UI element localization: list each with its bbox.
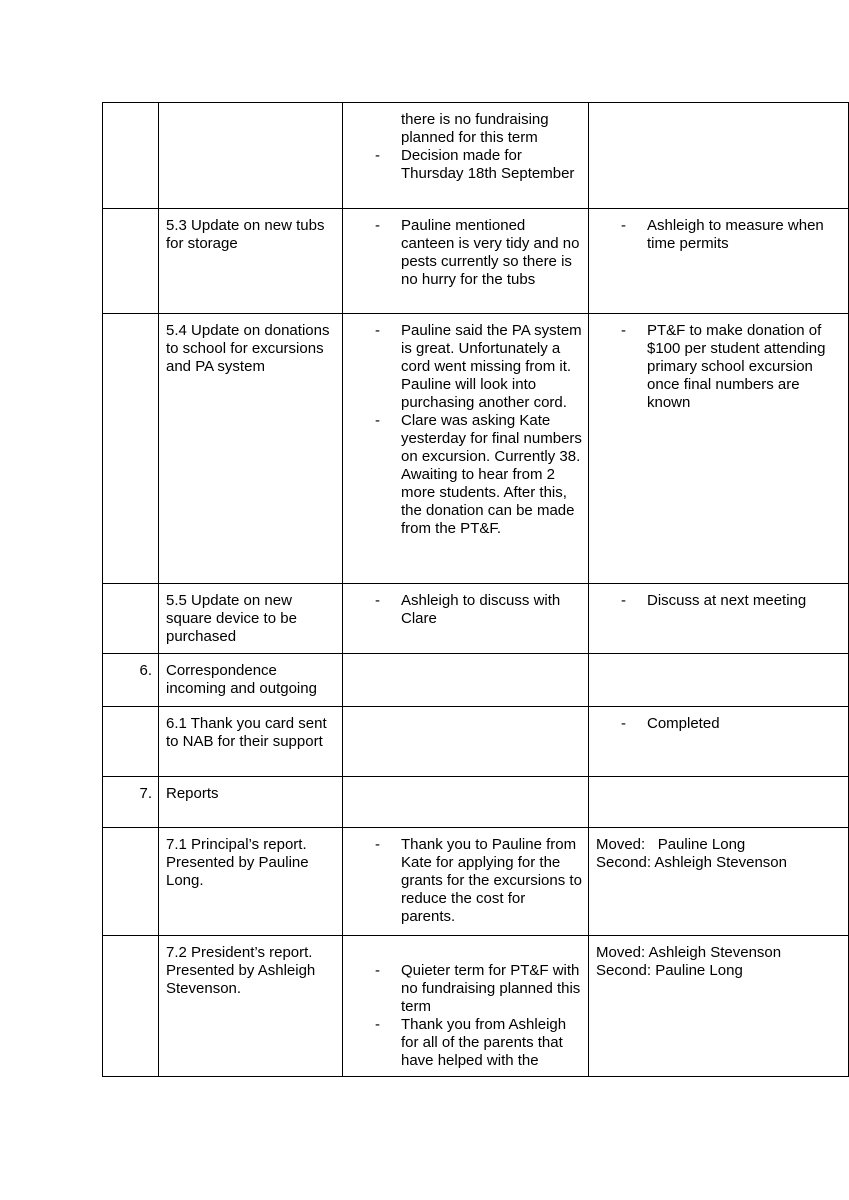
discussion-cell xyxy=(343,777,589,828)
dash-marker: - xyxy=(375,322,380,339)
dash-marker: - xyxy=(621,592,626,609)
action-cell xyxy=(589,936,849,1077)
item-number: 6. xyxy=(103,654,159,707)
item-number: 7. xyxy=(103,777,159,828)
list-item: - Ashleigh to measure when time permits xyxy=(621,217,824,252)
table-row xyxy=(103,103,849,209)
item-number xyxy=(103,707,159,777)
item-title: 5.5 Update on new square device to be purchased xyxy=(159,584,343,654)
dash-marker: - xyxy=(375,1016,380,1033)
discussion-cell xyxy=(343,654,589,707)
item-title: 5.3 Update on new tubs for storage xyxy=(159,209,343,314)
second-text: Second: Ashleigh Stevenson xyxy=(596,854,787,871)
table-row xyxy=(103,209,849,314)
item-number xyxy=(103,103,159,209)
discussion-cell xyxy=(343,828,589,936)
dash-marker: - xyxy=(375,836,380,853)
item-title xyxy=(159,103,343,209)
discussion-cell xyxy=(343,103,589,209)
list-item: - Discuss at next meeting xyxy=(621,592,807,609)
discussion-continued: there is no fundraising planned for this term xyxy=(401,111,549,146)
list-item: - PT&F to make donation of $100 per student attending primary school excursion once final numbers are known xyxy=(621,322,826,411)
dash-marker: - xyxy=(621,322,626,339)
dash-marker: - xyxy=(375,412,380,429)
item-number xyxy=(103,209,159,314)
list-item: - Decision made for Thursday 18th September xyxy=(375,147,575,182)
action-cell xyxy=(589,707,849,777)
table-row xyxy=(103,707,849,777)
dash-marker: - xyxy=(375,962,380,979)
action-cell xyxy=(589,584,849,654)
list-item: - Clare was asking Kate yesterday for final numbers on excursion. Currently 38. Awaiting to hear from 2 more students. After this, the donation can be made from the PT&F. xyxy=(375,412,582,537)
item-number xyxy=(103,584,159,654)
action-cell xyxy=(589,828,849,936)
list-item: - Thank you from Ashleigh for all of the parents that have helped with the xyxy=(375,1016,567,1069)
table-row xyxy=(103,314,849,584)
list-item: - Ashleigh to discuss with Clare xyxy=(375,592,561,627)
discussion-cell xyxy=(343,936,589,1077)
discussion-cell xyxy=(343,209,589,314)
list-item: - Quieter term for PT&F with no fundraising planned this term xyxy=(375,962,581,1015)
minutes-table xyxy=(102,102,849,1077)
item-title: 7.2 President’s report. Presented by Ashleigh Stevenson. xyxy=(159,936,343,1077)
list-item: - Completed xyxy=(621,715,720,732)
item-number xyxy=(103,936,159,1077)
item-title: Correspondence incoming and outgoing xyxy=(159,654,343,707)
action-cell xyxy=(589,314,849,584)
list-item: - Pauline said the PA system is great. Unfortunately a cord went missing from it. Pauline will look into purchasing another cord. xyxy=(375,322,582,411)
discussion-cell xyxy=(343,314,589,584)
item-title: 6.1 Thank you card sent to NAB for their support xyxy=(159,707,343,777)
action-cell xyxy=(589,209,849,314)
table-row xyxy=(103,936,849,1077)
item-title: 5.4 Update on donations to school for excursions and PA system xyxy=(159,314,343,584)
moved-text: Moved: Ashleigh Stevenson xyxy=(596,944,782,961)
discussion-cell xyxy=(343,584,589,654)
action-cell xyxy=(589,103,849,209)
discussion-cell xyxy=(343,707,589,777)
item-title: 7.1 Principal’s report. Presented by Pauline Long. xyxy=(159,828,343,936)
item-number xyxy=(103,314,159,584)
table-row xyxy=(103,584,849,654)
action-cell xyxy=(589,654,849,707)
dash-marker: - xyxy=(375,592,380,609)
dash-marker: - xyxy=(375,217,380,234)
dash-marker: - xyxy=(375,147,380,164)
list-item: - Thank you to Pauline from Kate for applying for the grants for the excursions to reduce the cost for parents. xyxy=(375,836,582,925)
table-row xyxy=(103,828,849,936)
table-row xyxy=(103,654,849,707)
list-item: - Pauline mentioned canteen is very tidy and no pests currently so there is no hurry for the tubs xyxy=(375,217,580,288)
dash-marker: - xyxy=(621,217,626,234)
item-title: Reports xyxy=(159,777,343,828)
dash-marker: - xyxy=(621,715,626,732)
table-row xyxy=(103,777,849,828)
action-cell xyxy=(589,777,849,828)
second-text: Second: Pauline Long xyxy=(596,962,743,979)
item-number xyxy=(103,828,159,936)
moved-text: Moved: Pauline Long xyxy=(596,836,746,853)
